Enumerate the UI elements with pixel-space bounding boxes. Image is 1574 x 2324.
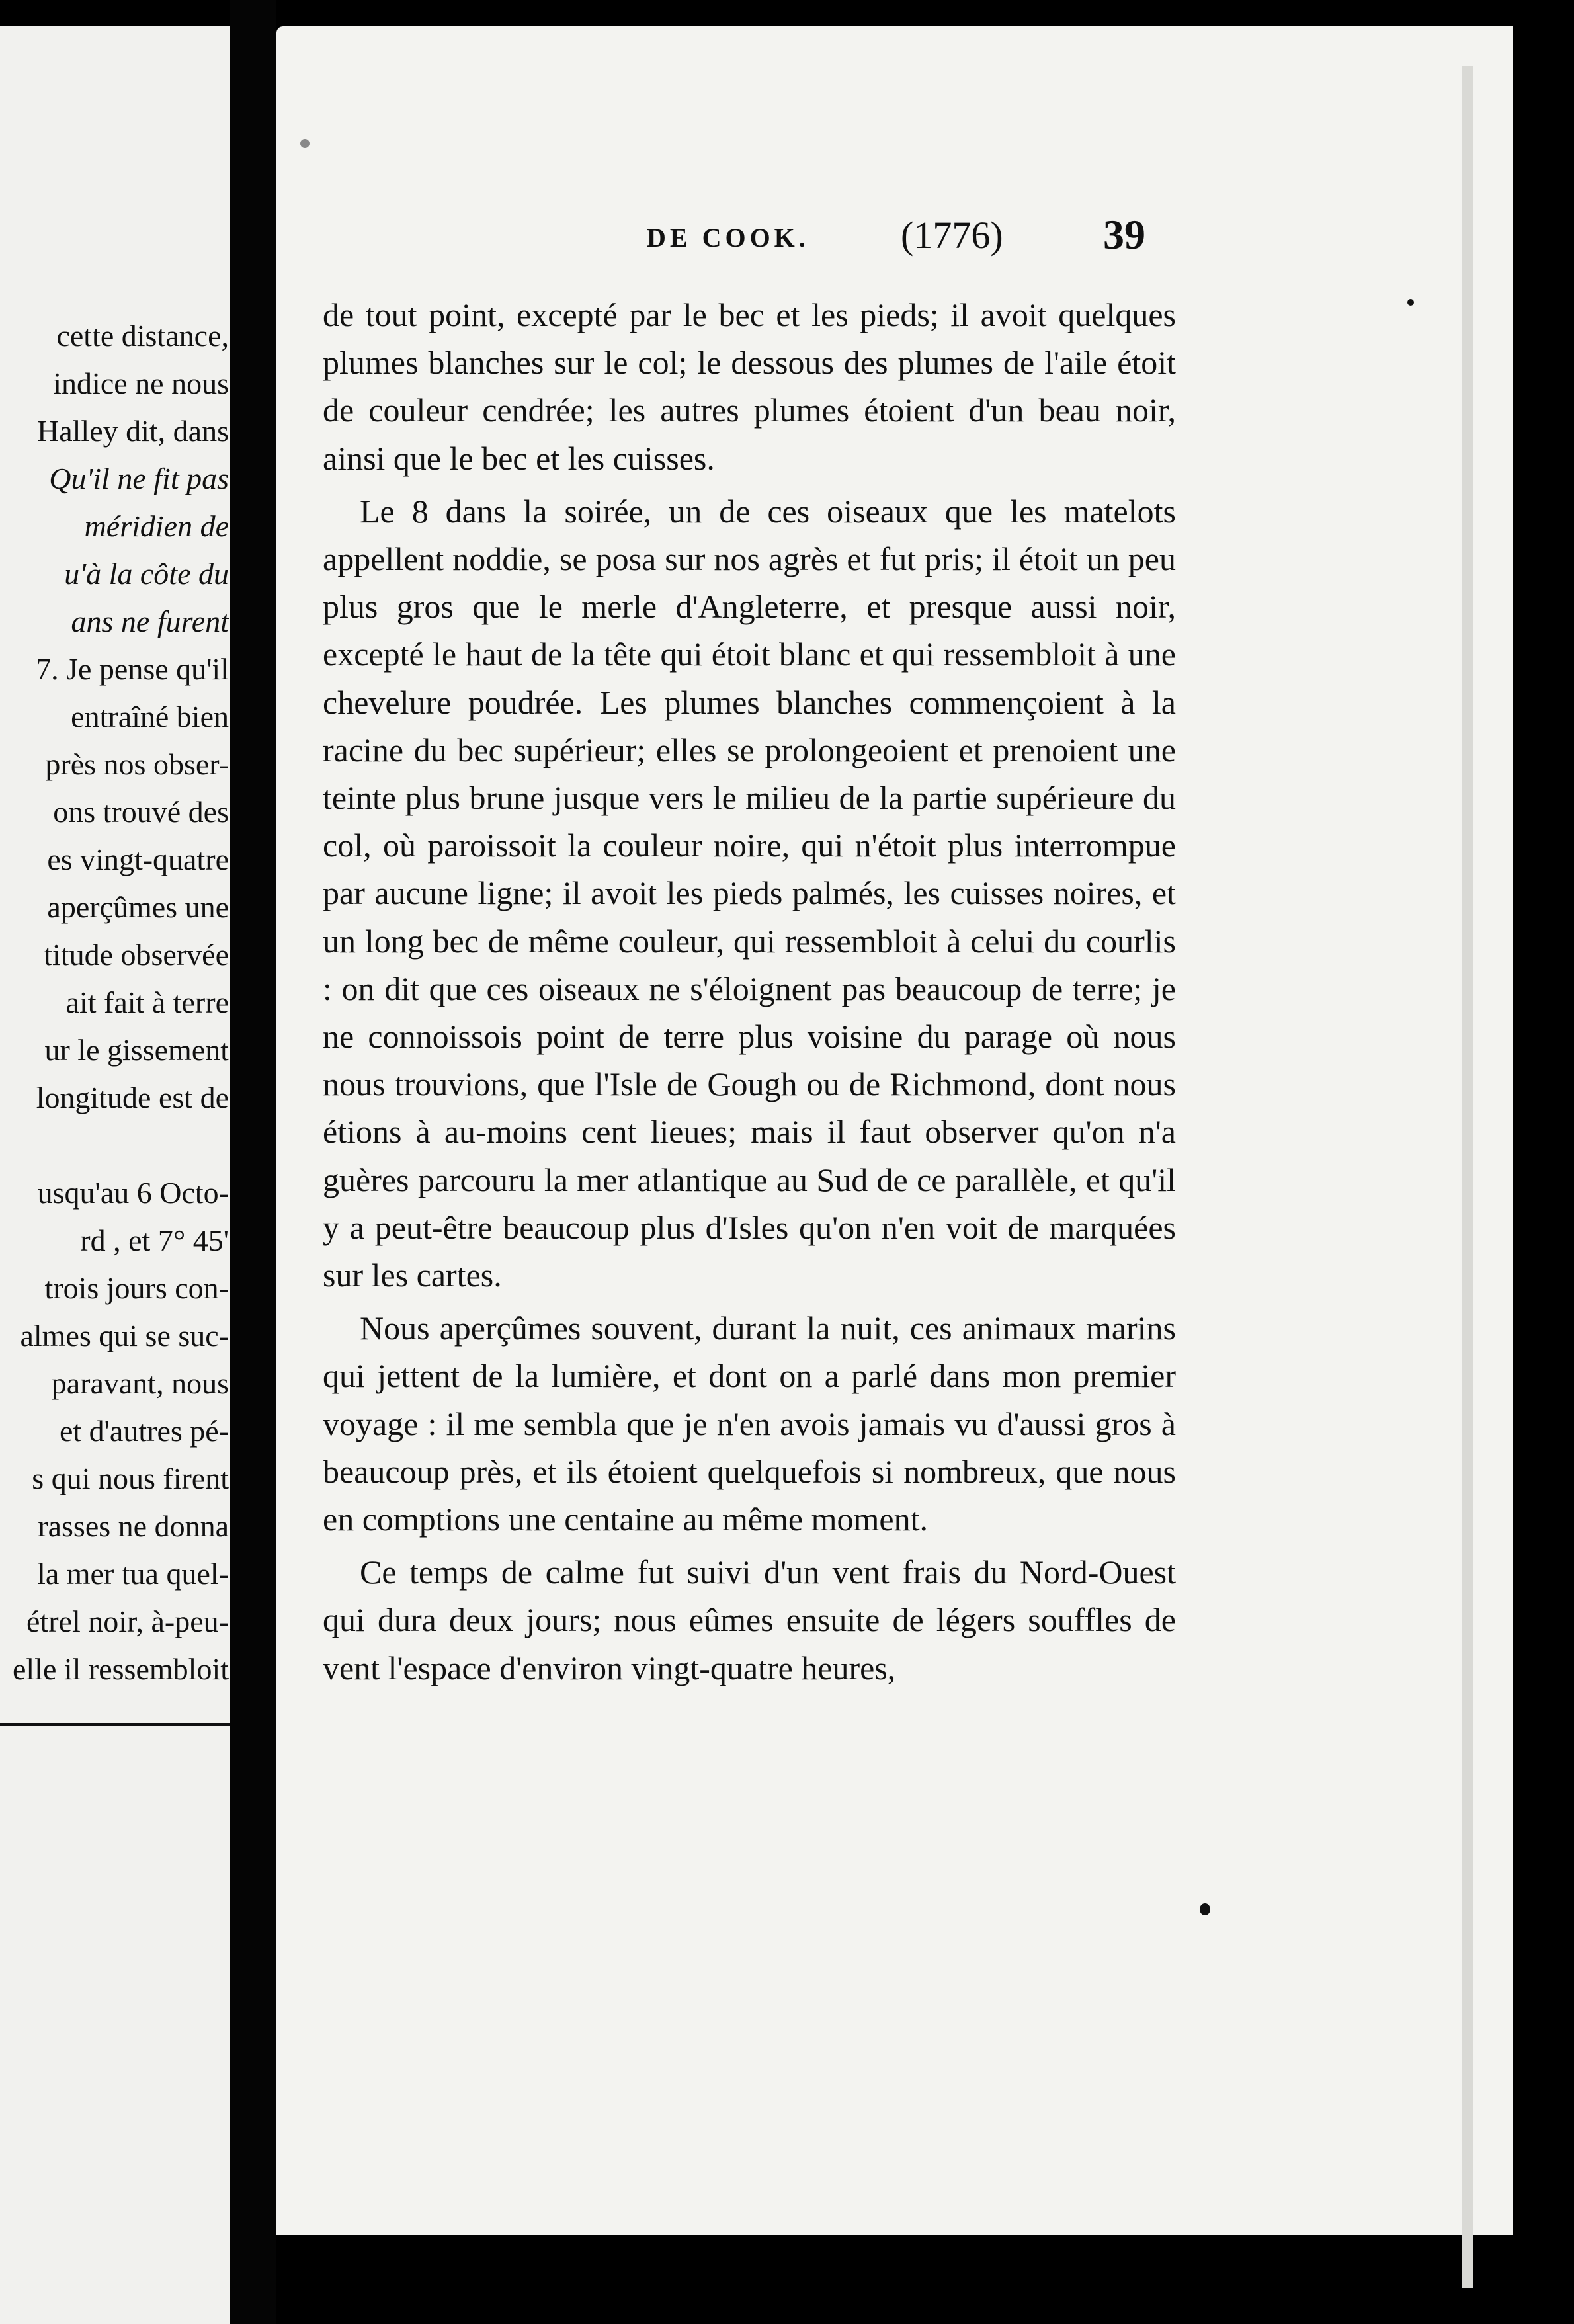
previous-page-line: es vingt-quatre (47, 843, 229, 876)
previous-page-line: près nos obser- (45, 747, 229, 781)
previous-page-line: usqu'au 6 Octo- (37, 1176, 229, 1210)
previous-page-line: trois jours con- (44, 1271, 229, 1305)
previous-page-line: Halley dit, dans (37, 414, 229, 448)
previous-page-line: u'à la côte du (64, 557, 229, 591)
previous-page-line: étrel noir, à-peu- (26, 1604, 229, 1638)
previous-page-line: 7. Je pense qu'il (36, 652, 229, 686)
previous-page-line: rasses ne donna (38, 1509, 229, 1543)
previous-page-line: s qui nous firent (32, 1462, 229, 1495)
paragraph: Nous aperçûmes souvent, durant la nuit, ces animaux marins qui jettent de la lumière, et dont on a parlé dans mon premier voyage : il me sembla que je n'en avois jamais vu d'aussi gros à beaucoup près, et ils étoient quelquefois si nombreux, que nous en comptions une centaine au même moment. (323, 1309, 1176, 1538)
page-header (376, 210, 1169, 263)
previous-page-line: la mer tua quel- (37, 1557, 229, 1591)
ink-speck (1407, 299, 1414, 306)
ink-speck (300, 139, 310, 148)
previous-page-line: elle il ressembloit (12, 1652, 229, 1686)
previous-page-line: rd , et 7° 45' (80, 1224, 229, 1257)
previous-page-line: ur le gissement (44, 1033, 229, 1067)
previous-page-line: paravant, nous (51, 1366, 229, 1400)
previous-page-line: longitude est de (36, 1081, 229, 1114)
previous-page-line: aperçûmes une (47, 890, 229, 924)
previous-page-line: ans ne furent (71, 604, 229, 638)
previous-page-line: méridien de (84, 509, 229, 543)
paragraph: Ce temps de calme fut suivi d'un vent frais du Nord-Ouest qui dura deux jours; nous eûmes ensuite de légers souffles de vent l'espace d'environ vingt-quatre heures, (323, 1554, 1176, 1686)
footnote-rule (0, 1723, 230, 1726)
body-text (323, 291, 1176, 1692)
paragraph: Le 8 dans la soirée, un de ces oiseaux que les matelots appellent noddie, se posa sur nos agrès et fut pris; il étoit un peu plus gros que le merle d'Angleterre, et presque aussi noir, excepté le haut de la tête qui étoit blanc et qui ressembloit à une chevelure poudrée. Les plumes blanches commençoient à la racine du bec supérieur; elles se prolongeoient et prenoient une teinte plus brune jusque vers le milieu de la partie supérieure du col, où paroissoit la couleur noire, qui n'étoit plus interrompue par aucune ligne; il avoit les pieds palmés, les cuisses noires, et un long bec de même couleur, qui ressembloit à celui du courlis : on dit que ces oiseaux ne s'éloignent pas beaucoup de terre; je ne connoissois point de terre plus voisine du parage où nous nous trouvions, que l'Isle de Gough ou de Richmond, dont nous étions à au-moins cent lieues; mais il faut observer qu'on n'a guères parcouru la mer atlantique au Sud de ce parallèle, et qu'il y a peut-être beaucoup plus d'Isles qu'on n'en voit de marquées sur les cartes. (323, 492, 1176, 1294)
ink-speck (1200, 1903, 1210, 1915)
previous-page-line: titude observée (44, 938, 229, 972)
running-title: DE COOK. (647, 223, 809, 253)
book-gutter (230, 0, 276, 2324)
page-edge-shadow (1462, 66, 1473, 2288)
previous-page-line: almes qui se suc- (20, 1319, 229, 1352)
previous-page-line: cette distance, (56, 319, 229, 353)
previous-page-line: et d'autres pé- (59, 1414, 229, 1448)
previous-page (0, 26, 230, 2324)
previous-page-line: ons trouvé des (53, 795, 229, 829)
paragraph: de tout point, excepté par le bec et les pieds; il avoit quelques plumes blanches sur le col; le dessous des plumes de l'aile étoit de couleur cendrée; les autres plumes étoient d'un beau noir, ainsi que le bec et les cuisses. (323, 296, 1176, 477)
previous-page-line: indice ne nous (53, 366, 229, 400)
previous-page-line: Qu'il ne fit pas (49, 462, 229, 495)
page-number: 39 (1103, 211, 1145, 258)
previous-page-line: ait fait à terre (65, 985, 229, 1019)
header-year: (1776) (901, 214, 1003, 257)
previous-page-line: entraîné bien (71, 700, 229, 733)
